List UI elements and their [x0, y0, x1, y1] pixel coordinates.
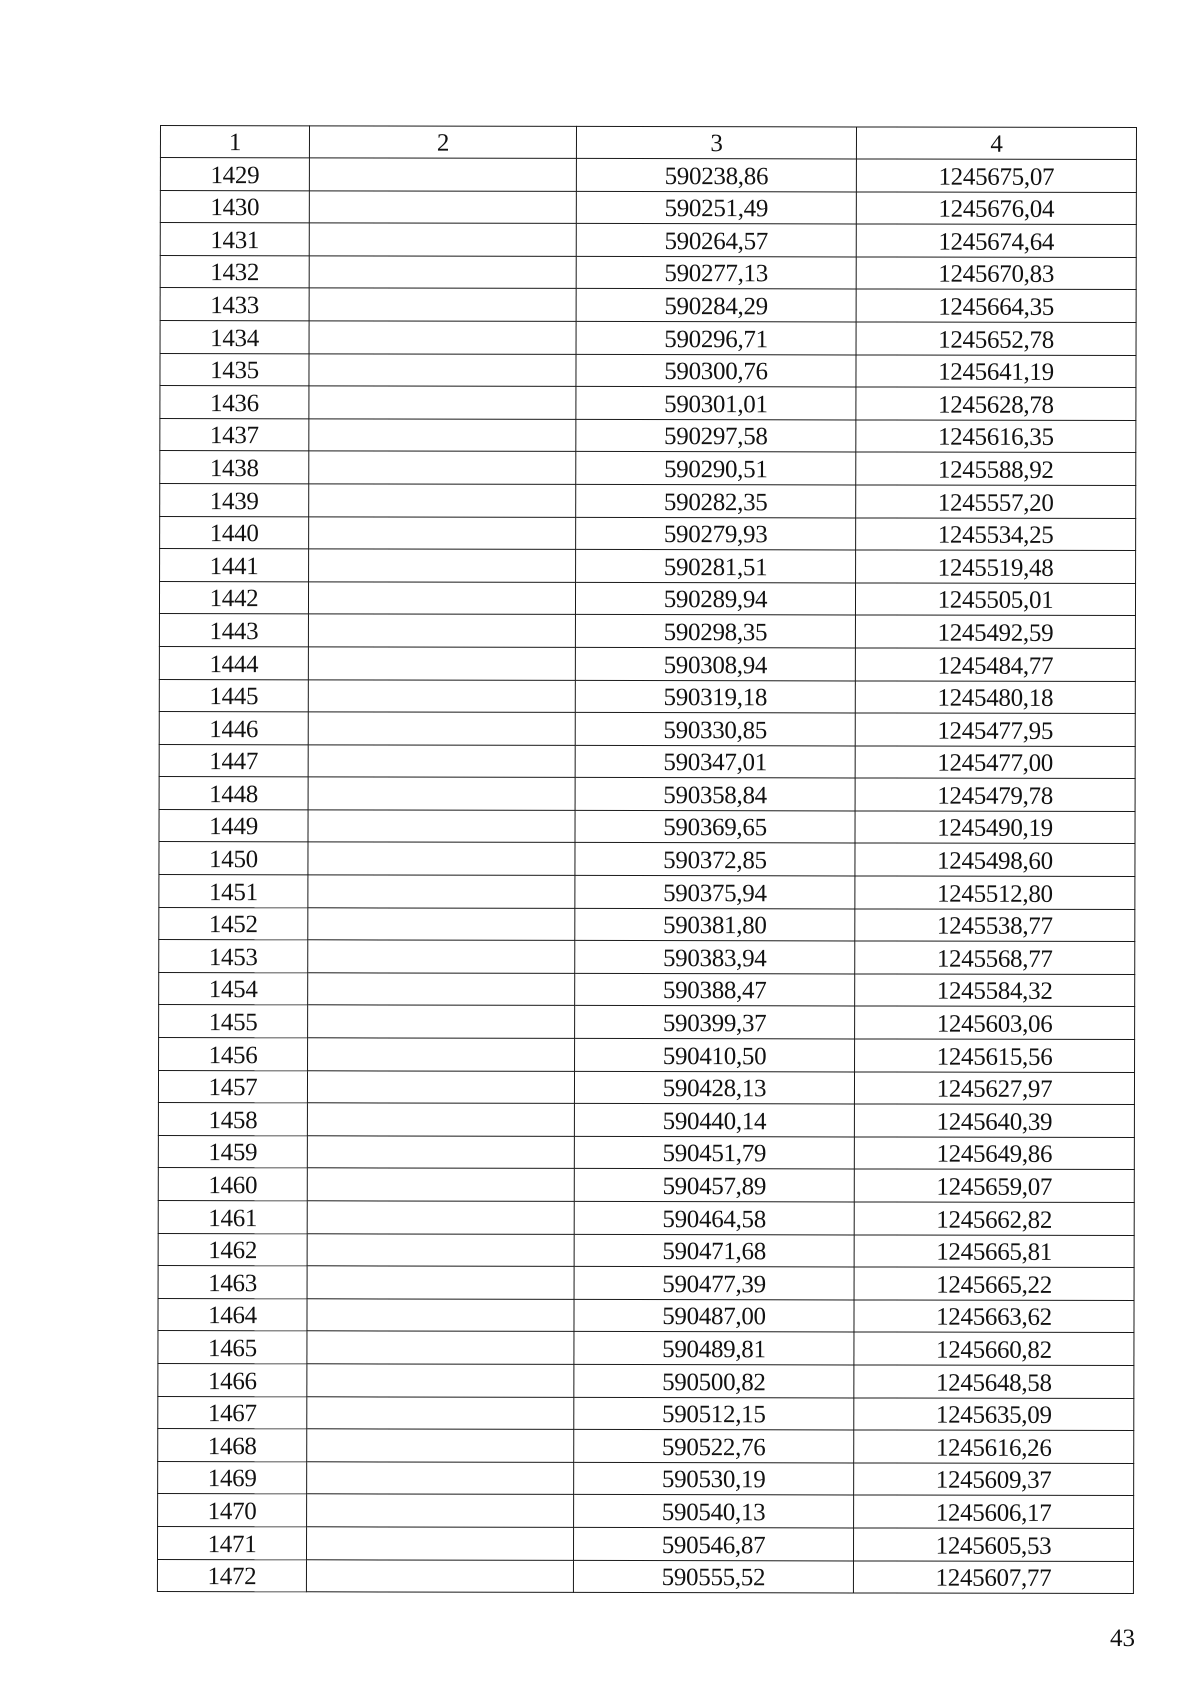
x-coordinate-cell: 590347,01 — [575, 745, 855, 778]
point-number-cell: 1438 — [160, 451, 309, 484]
x-coordinate-cell: 590296,71 — [576, 321, 856, 354]
y-coordinate-cell: 1245479,78 — [855, 778, 1135, 811]
table-row — [160, 255, 1136, 290]
table-row — [159, 614, 1135, 649]
table-row — [159, 777, 1135, 812]
empty-cell — [309, 190, 576, 223]
empty-cell — [309, 484, 576, 517]
table-row — [159, 679, 1135, 714]
table-row — [158, 1363, 1134, 1398]
empty-cell — [308, 940, 575, 973]
x-coordinate-cell: 590399,37 — [575, 1006, 855, 1039]
x-coordinate-cell: 590297,58 — [576, 419, 856, 452]
empty-cell — [307, 1070, 574, 1103]
point-number-cell: 1456 — [159, 1038, 308, 1071]
x-coordinate-cell: 590471,68 — [574, 1234, 854, 1267]
table-row — [159, 1005, 1135, 1040]
y-coordinate-cell: 1245652,78 — [856, 322, 1136, 355]
point-number-cell: 1470 — [158, 1494, 307, 1527]
empty-cell — [308, 1005, 575, 1038]
empty-cell — [309, 321, 576, 354]
column-header-3: 3 — [576, 126, 856, 159]
empty-cell — [308, 810, 575, 843]
empty-cell — [307, 1494, 574, 1527]
y-coordinate-cell: 1245670,83 — [856, 257, 1136, 290]
empty-cell — [307, 1299, 574, 1332]
table-row — [158, 1494, 1134, 1529]
table-row — [160, 451, 1136, 486]
x-coordinate-cell: 590251,49 — [576, 191, 856, 224]
empty-cell — [309, 516, 576, 549]
y-coordinate-cell: 1245663,62 — [854, 1300, 1134, 1333]
point-number-cell: 1450 — [159, 842, 308, 875]
table-row — [158, 1461, 1134, 1496]
table-header-row — [160, 126, 1136, 160]
point-number-cell: 1444 — [159, 646, 308, 679]
point-number-cell: 1454 — [159, 972, 308, 1005]
table-row — [159, 809, 1135, 844]
point-number-cell: 1453 — [159, 940, 308, 973]
empty-cell — [308, 614, 575, 647]
point-number-cell: 1467 — [158, 1396, 307, 1429]
x-coordinate-cell: 590290,51 — [576, 452, 856, 485]
x-coordinate-cell: 590487,00 — [574, 1299, 854, 1332]
y-coordinate-cell: 1245665,22 — [854, 1267, 1134, 1300]
y-coordinate-cell: 1245675,07 — [856, 159, 1136, 192]
coordinates-table — [157, 125, 1137, 1594]
empty-cell — [309, 549, 576, 582]
point-number-cell: 1441 — [160, 549, 309, 582]
y-coordinate-cell: 1245519,48 — [856, 550, 1136, 583]
table-row — [158, 1266, 1134, 1301]
empty-cell — [307, 1136, 574, 1169]
y-coordinate-cell: 1245568,77 — [855, 941, 1135, 974]
table-row — [157, 1559, 1133, 1594]
table-row — [160, 223, 1136, 258]
table-row — [159, 972, 1135, 1007]
empty-cell — [308, 842, 575, 875]
y-coordinate-cell: 1245605,53 — [853, 1528, 1133, 1561]
point-number-cell: 1451 — [159, 875, 308, 908]
point-number-cell: 1442 — [159, 581, 308, 614]
point-number-cell: 1463 — [158, 1266, 307, 1299]
x-coordinate-cell: 590308,94 — [575, 647, 855, 680]
y-coordinate-cell: 1245676,04 — [856, 192, 1136, 225]
table-row — [160, 288, 1136, 323]
point-number-cell: 1443 — [159, 614, 308, 647]
empty-cell — [306, 1559, 573, 1592]
table-row — [160, 418, 1136, 453]
empty-cell — [307, 1103, 574, 1136]
y-coordinate-cell: 1245477,95 — [855, 713, 1135, 746]
x-coordinate-cell: 590238,86 — [576, 158, 856, 191]
y-coordinate-cell: 1245648,58 — [854, 1365, 1134, 1398]
table-row — [158, 1103, 1134, 1138]
column-header-4: 4 — [856, 127, 1136, 160]
point-number-cell: 1447 — [159, 744, 308, 777]
table-row — [158, 1298, 1134, 1333]
table-row — [158, 1200, 1134, 1235]
table-row — [160, 386, 1136, 421]
point-number-cell: 1457 — [158, 1070, 307, 1103]
x-coordinate-cell: 590319,18 — [575, 680, 855, 713]
point-number-cell: 1437 — [160, 418, 309, 451]
table-row — [158, 1429, 1134, 1464]
table-body — [157, 158, 1136, 1594]
table-row — [159, 581, 1135, 616]
point-number-cell: 1458 — [158, 1103, 307, 1136]
x-coordinate-cell: 590264,57 — [576, 224, 856, 257]
y-coordinate-cell: 1245534,25 — [856, 517, 1136, 550]
empty-cell — [308, 907, 575, 940]
y-coordinate-cell: 1245660,82 — [854, 1332, 1134, 1365]
table-row — [160, 549, 1136, 584]
table-row — [160, 483, 1136, 518]
point-number-cell: 1464 — [158, 1298, 307, 1331]
point-number-cell: 1465 — [158, 1331, 307, 1364]
empty-cell — [309, 288, 576, 321]
empty-cell — [309, 451, 576, 484]
table-row — [158, 1233, 1134, 1268]
table-row — [159, 907, 1135, 942]
empty-cell — [308, 973, 575, 1006]
empty-cell — [307, 1266, 574, 1299]
empty-cell — [309, 158, 576, 191]
x-coordinate-cell: 590530,19 — [574, 1462, 854, 1495]
point-number-cell: 1431 — [160, 223, 309, 256]
y-coordinate-cell: 1245662,82 — [854, 1202, 1134, 1235]
table-row — [159, 712, 1135, 747]
point-number-cell: 1468 — [158, 1429, 307, 1462]
table-row — [158, 1135, 1134, 1170]
table-row — [158, 1070, 1134, 1105]
empty-cell — [307, 1462, 574, 1495]
x-coordinate-cell: 590489,81 — [574, 1332, 854, 1365]
x-coordinate-cell: 590358,84 — [575, 778, 855, 811]
point-number-cell: 1434 — [160, 320, 309, 353]
empty-cell — [307, 1168, 574, 1201]
table-row — [160, 190, 1136, 225]
page-number: 43 — [1110, 1625, 1135, 1652]
empty-cell — [308, 647, 575, 680]
table-row — [160, 353, 1136, 388]
table-row — [159, 940, 1135, 975]
x-coordinate-cell: 590540,13 — [574, 1495, 854, 1528]
y-coordinate-cell: 1245641,19 — [856, 355, 1136, 388]
point-number-cell: 1435 — [160, 353, 309, 386]
y-coordinate-cell: 1245609,37 — [854, 1463, 1134, 1496]
point-number-cell: 1459 — [158, 1135, 307, 1168]
y-coordinate-cell: 1245607,77 — [853, 1560, 1133, 1593]
point-number-cell: 1440 — [160, 516, 309, 549]
x-coordinate-cell: 590369,65 — [575, 810, 855, 843]
y-coordinate-cell: 1245659,07 — [854, 1169, 1134, 1202]
table-row — [158, 1396, 1134, 1431]
y-coordinate-cell: 1245635,09 — [854, 1398, 1134, 1431]
y-coordinate-cell: 1245490,19 — [855, 811, 1135, 844]
table-row — [157, 1526, 1133, 1561]
x-coordinate-cell: 590500,82 — [574, 1364, 854, 1397]
x-coordinate-cell: 590279,93 — [576, 517, 856, 550]
y-coordinate-cell: 1245664,35 — [856, 289, 1136, 322]
x-coordinate-cell: 590522,76 — [574, 1430, 854, 1463]
y-coordinate-cell: 1245616,35 — [856, 420, 1136, 453]
point-number-cell: 1448 — [159, 777, 308, 810]
x-coordinate-cell: 590375,94 — [575, 875, 855, 908]
column-header-1: 1 — [160, 126, 309, 158]
y-coordinate-cell: 1245616,26 — [854, 1430, 1134, 1463]
y-coordinate-cell: 1245584,32 — [855, 974, 1135, 1007]
x-coordinate-cell: 590512,15 — [574, 1397, 854, 1430]
point-number-cell: 1429 — [160, 158, 309, 191]
empty-cell — [307, 1396, 574, 1429]
x-coordinate-cell: 590298,35 — [575, 615, 855, 648]
y-coordinate-cell: 1245615,56 — [855, 1039, 1135, 1072]
empty-cell — [306, 1527, 573, 1560]
table-row — [159, 744, 1135, 779]
table-row — [159, 842, 1135, 877]
point-number-cell: 1466 — [158, 1363, 307, 1396]
y-coordinate-cell: 1245606,17 — [854, 1495, 1134, 1528]
empty-cell — [307, 1201, 574, 1234]
x-coordinate-cell: 590289,94 — [575, 582, 855, 615]
x-coordinate-cell: 590284,29 — [576, 289, 856, 322]
x-coordinate-cell: 590428,13 — [574, 1071, 854, 1104]
empty-cell — [309, 353, 576, 386]
x-coordinate-cell: 590477,39 — [574, 1267, 854, 1300]
x-coordinate-cell: 590381,80 — [575, 908, 855, 941]
table-row — [159, 1038, 1135, 1073]
x-coordinate-cell: 590300,76 — [576, 354, 856, 387]
y-coordinate-cell: 1245627,97 — [854, 1072, 1134, 1105]
point-number-cell: 1469 — [158, 1461, 307, 1494]
point-number-cell: 1439 — [160, 483, 309, 516]
x-coordinate-cell: 590277,13 — [576, 256, 856, 289]
x-coordinate-cell: 590440,14 — [574, 1104, 854, 1137]
point-number-cell: 1449 — [159, 809, 308, 842]
table-row — [160, 516, 1136, 551]
y-coordinate-cell: 1245512,80 — [855, 876, 1135, 909]
y-coordinate-cell: 1245603,06 — [855, 1006, 1135, 1039]
column-header-2: 2 — [309, 126, 576, 159]
table-row — [158, 1168, 1134, 1203]
empty-cell — [309, 419, 576, 452]
y-coordinate-cell: 1245557,20 — [856, 485, 1136, 518]
x-coordinate-cell: 590330,85 — [575, 712, 855, 745]
y-coordinate-cell: 1245640,39 — [854, 1104, 1134, 1137]
point-number-cell: 1461 — [158, 1200, 307, 1233]
empty-cell — [308, 1038, 575, 1071]
empty-cell — [307, 1364, 574, 1397]
y-coordinate-cell: 1245665,81 — [854, 1235, 1134, 1268]
point-number-cell: 1446 — [159, 712, 308, 745]
x-coordinate-cell: 590388,47 — [575, 973, 855, 1006]
x-coordinate-cell: 590555,52 — [573, 1560, 853, 1593]
y-coordinate-cell: 1245505,01 — [855, 583, 1135, 616]
x-coordinate-cell: 590546,87 — [573, 1527, 853, 1560]
x-coordinate-cell: 590410,50 — [575, 1038, 855, 1071]
empty-cell — [307, 1429, 574, 1462]
y-coordinate-cell: 1245628,78 — [856, 387, 1136, 420]
table-row — [160, 158, 1136, 193]
point-number-cell: 1452 — [159, 907, 308, 940]
y-coordinate-cell: 1245492,59 — [855, 615, 1135, 648]
empty-cell — [307, 1233, 574, 1266]
point-number-cell: 1432 — [160, 255, 309, 288]
empty-cell — [308, 875, 575, 908]
y-coordinate-cell: 1245538,77 — [855, 909, 1135, 942]
y-coordinate-cell: 1245588,92 — [856, 452, 1136, 485]
y-coordinate-cell: 1245477,00 — [855, 746, 1135, 779]
y-coordinate-cell: 1245649,86 — [854, 1137, 1134, 1170]
x-coordinate-cell: 590281,51 — [576, 549, 856, 582]
table-row — [159, 646, 1135, 681]
point-number-cell: 1472 — [157, 1559, 306, 1592]
x-coordinate-cell: 590464,58 — [574, 1201, 854, 1234]
point-number-cell: 1430 — [160, 190, 309, 223]
x-coordinate-cell: 590451,79 — [574, 1136, 854, 1169]
y-coordinate-cell: 1245498,60 — [855, 843, 1135, 876]
x-coordinate-cell: 590457,89 — [574, 1169, 854, 1202]
x-coordinate-cell: 590282,35 — [576, 484, 856, 517]
x-coordinate-cell: 590383,94 — [575, 941, 855, 974]
empty-cell — [308, 777, 575, 810]
point-number-cell: 1460 — [158, 1168, 307, 1201]
empty-cell — [308, 679, 575, 712]
y-coordinate-cell: 1245674,64 — [856, 224, 1136, 257]
empty-cell — [307, 1331, 574, 1364]
point-number-cell: 1462 — [158, 1233, 307, 1266]
empty-cell — [308, 744, 575, 777]
point-number-cell: 1436 — [160, 386, 309, 419]
point-number-cell: 1445 — [159, 679, 308, 712]
x-coordinate-cell: 590372,85 — [575, 843, 855, 876]
x-coordinate-cell: 590301,01 — [576, 387, 856, 420]
point-number-cell: 1471 — [157, 1526, 306, 1559]
empty-cell — [309, 256, 576, 289]
y-coordinate-cell: 1245480,18 — [855, 680, 1135, 713]
empty-cell — [309, 386, 576, 419]
y-coordinate-cell: 1245484,77 — [855, 648, 1135, 681]
table-row — [160, 320, 1136, 355]
table-row — [159, 875, 1135, 910]
empty-cell — [309, 223, 576, 256]
empty-cell — [308, 582, 575, 615]
empty-cell — [308, 712, 575, 745]
point-number-cell: 1433 — [160, 288, 309, 321]
point-number-cell: 1455 — [159, 1005, 308, 1038]
table-row — [158, 1331, 1134, 1366]
